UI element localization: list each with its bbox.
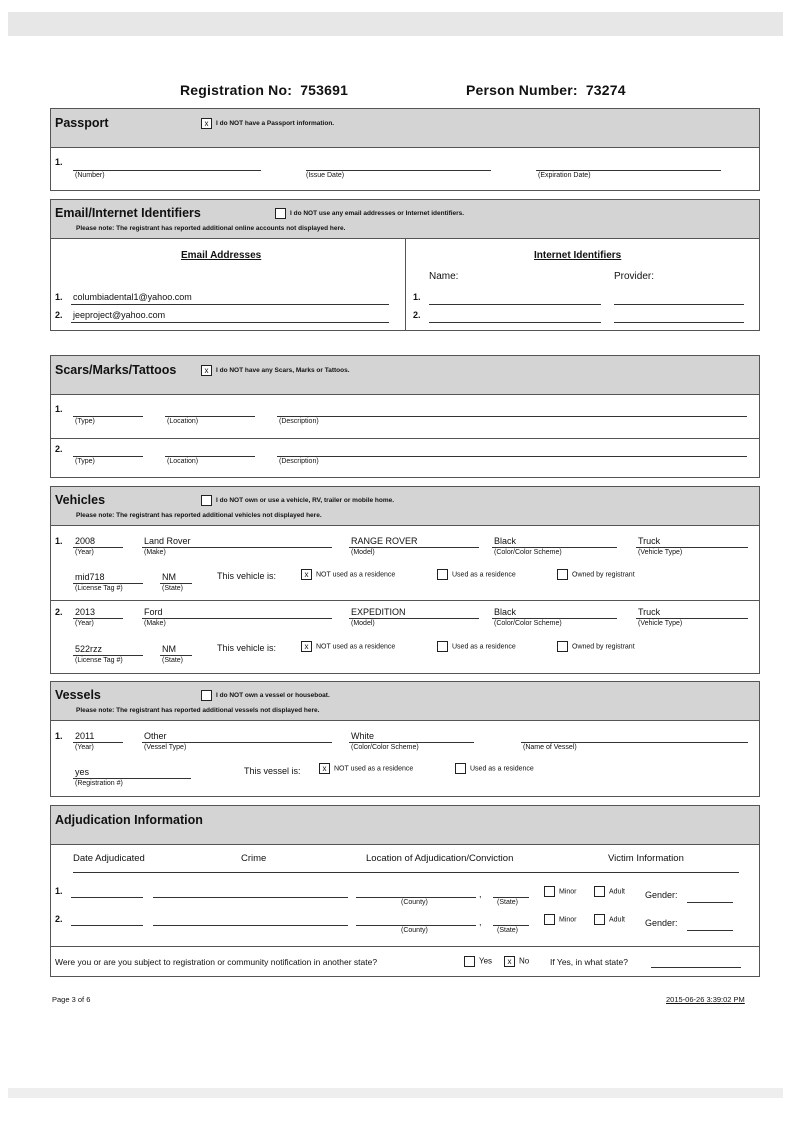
used-residence-option[interactable] <box>455 763 534 774</box>
checkbox[interactable]: x <box>319 763 330 774</box>
vehicle-make: Ford <box>144 607 163 617</box>
description-line <box>277 456 747 457</box>
field-label: (Registration #) <box>75 780 123 787</box>
no-option[interactable] <box>504 956 529 967</box>
field-label: (Expiration Date) <box>538 172 591 179</box>
field-label: (Model) <box>351 549 375 556</box>
field-label: (Model) <box>351 620 375 627</box>
section-title: Scars/Marks/Tattoos <box>55 363 177 377</box>
column-header: Location of Adjudication/Conviction <box>366 853 514 864</box>
field-line <box>73 547 123 548</box>
field-label: (Year) <box>75 620 94 627</box>
field-label: (Issue Date) <box>306 172 345 179</box>
email-line <box>71 322 389 323</box>
email-value: jeeproject@yahoo.com <box>73 310 166 320</box>
row-divider <box>51 600 759 601</box>
checkbox[interactable] <box>544 914 555 925</box>
license-tag: mid718 <box>75 572 105 582</box>
option-label: Used as a residence <box>452 571 516 579</box>
adjudication-header <box>51 806 759 845</box>
field-label: (Number) <box>75 172 105 179</box>
field-line <box>142 618 332 619</box>
checkbox[interactable] <box>437 641 448 652</box>
field-line <box>160 655 192 656</box>
field-line <box>73 778 191 779</box>
field-line <box>349 742 474 743</box>
section-title: Adjudication Information <box>55 813 203 827</box>
field-label: (State) <box>162 657 184 664</box>
field-line <box>687 902 733 903</box>
type-line <box>73 456 143 457</box>
field-line <box>492 547 617 548</box>
scars-section <box>50 355 760 478</box>
row-number: 1. <box>55 404 63 414</box>
field-label: (State) <box>162 585 184 592</box>
checkbox[interactable]: x <box>301 641 312 652</box>
field-line <box>493 925 529 926</box>
if-yes-label: If Yes, in what state? <box>550 957 628 967</box>
row-number: 1. <box>413 292 421 302</box>
field-line <box>687 930 733 931</box>
field-line <box>153 925 348 926</box>
name-label: Name: <box>429 271 459 282</box>
row-number: 1. <box>55 886 63 896</box>
field-label: (Location) <box>167 418 199 425</box>
field-line <box>356 897 476 898</box>
email-opt-out[interactable] <box>275 205 464 223</box>
row-divider <box>51 946 759 947</box>
adult-option[interactable] <box>594 914 625 925</box>
option-label: Used as a residence <box>470 765 534 773</box>
field-label: (Color/Color Scheme) <box>351 744 419 751</box>
not-residence-option[interactable] <box>301 569 395 580</box>
field-line <box>73 742 123 743</box>
field-label: (Year) <box>75 549 94 556</box>
option-label: NOT used as a residence <box>316 571 396 579</box>
vehicles-section <box>50 486 760 674</box>
identifier-provider-line <box>614 322 744 323</box>
option-label: Adult <box>609 888 625 896</box>
not-residence-option[interactable] <box>301 641 395 652</box>
vessels-section <box>50 681 760 797</box>
header-underline <box>73 872 739 873</box>
identifier-name-line <box>429 304 601 305</box>
this-vehicle-label: This vehicle is: <box>217 571 277 581</box>
field-line <box>356 925 476 926</box>
checkbox[interactable] <box>594 914 605 925</box>
owned-option[interactable] <box>557 569 635 580</box>
field-label: (Vehicle Type) <box>638 549 683 556</box>
expiration-date-line <box>536 170 721 171</box>
identifier-provider-line <box>614 304 744 305</box>
location-line <box>165 416 255 417</box>
passport-opt-out[interactable] <box>201 115 334 133</box>
field-label: (Vessel Type) <box>144 744 187 751</box>
field-label: (Type) <box>75 418 95 425</box>
comma: , <box>479 917 482 927</box>
checkbox[interactable] <box>464 956 475 967</box>
vessels-opt-out[interactable] <box>201 687 330 705</box>
vehicle-make: Land Rover <box>144 536 191 546</box>
identifier-name-line <box>429 322 601 323</box>
checkbox-label: I do NOT have any Scars, Marks or Tattoos. <box>216 367 350 375</box>
checkbox-label: I do NOT use any email addresses or Internet identifiers. <box>290 210 465 218</box>
field-line <box>160 583 192 584</box>
field-label: (Type) <box>75 458 95 465</box>
minor-option[interactable] <box>544 914 577 925</box>
field-label: (Name of Vessel) <box>523 744 577 751</box>
scan-bottom-band <box>8 1088 783 1098</box>
field-label: (State) <box>497 899 519 906</box>
option-label: Yes <box>479 956 493 966</box>
section-title: Vehicles <box>55 493 106 507</box>
not-residence-option[interactable] <box>319 763 413 774</box>
checkbox[interactable]: x <box>201 365 212 376</box>
field-line <box>73 618 123 619</box>
checkbox[interactable] <box>544 886 555 897</box>
location-line <box>165 456 255 457</box>
field-label: (Color/Color Scheme) <box>494 620 562 627</box>
option-label: Adult <box>609 916 625 924</box>
other-state-question: Were you or are you subject to registration or community notification in another state? <box>55 957 378 967</box>
vehicle-type: Truck <box>638 536 661 546</box>
section-note: Please note: The registrant has reported additional vehicles not displayed here. <box>76 512 322 519</box>
field-line <box>71 897 143 898</box>
registration-number <box>180 82 348 98</box>
description-line <box>277 416 747 417</box>
license-state: NM <box>162 644 176 654</box>
checkbox[interactable] <box>275 208 286 219</box>
gender-label: Gender: <box>645 890 678 900</box>
checkbox[interactable]: x <box>301 569 312 580</box>
field-label: (State) <box>497 927 519 934</box>
owned-option[interactable] <box>557 641 635 652</box>
field-line <box>71 925 143 926</box>
option-label: NOT used as a residence <box>316 643 396 651</box>
checkbox[interactable] <box>455 763 466 774</box>
section-title: Vessels <box>55 688 101 702</box>
field-label: (Color/Color Scheme) <box>494 549 562 556</box>
type-line <box>73 416 143 417</box>
vehicle-year: 2008 <box>75 536 96 546</box>
field-label: (Vehicle Type) <box>638 620 683 627</box>
used-residence-option[interactable] <box>437 641 516 652</box>
checkbox[interactable] <box>557 641 568 652</box>
field-label: (Location) <box>167 458 199 465</box>
field-line <box>493 897 529 898</box>
field-label: (Make) <box>144 620 166 627</box>
checkbox-label: I do NOT own a vessel or houseboat. <box>216 692 330 700</box>
checkbox[interactable] <box>201 690 212 701</box>
vehicle-type: Truck <box>638 607 661 617</box>
row-number: 1. <box>55 731 63 741</box>
field-label: (Year) <box>75 744 94 751</box>
field-line <box>636 547 748 548</box>
row-divider <box>51 438 759 439</box>
field-label: (License Tag #) <box>75 585 123 592</box>
email-value: columbiadental1@yahoo.com <box>73 292 192 302</box>
option-label: Owned by registrant <box>572 643 635 651</box>
yes-option[interactable] <box>464 956 492 967</box>
checkbox[interactable]: x <box>201 118 212 129</box>
vessels-header <box>51 682 759 721</box>
used-residence-option[interactable] <box>437 569 516 580</box>
vessel-type: Other <box>144 731 167 741</box>
field-line <box>153 897 348 898</box>
option-label: No <box>519 956 530 966</box>
field-label: (License Tag #) <box>75 657 123 664</box>
person-label: Person Number: <box>466 82 578 98</box>
vehicle-color: Black <box>494 607 517 617</box>
checkbox[interactable]: x <box>504 956 515 967</box>
vehicles-header <box>51 487 759 526</box>
adult-option[interactable] <box>594 886 625 897</box>
row-number: 2. <box>413 310 421 320</box>
vehicle-color: Black <box>494 536 517 546</box>
field-line <box>492 618 617 619</box>
section-note: Please note: The registrant has reported additional online accounts not displayed here. <box>76 225 346 232</box>
checkbox[interactable] <box>557 569 568 580</box>
option-label: NOT used as a residence <box>334 765 414 773</box>
checkbox[interactable] <box>437 569 448 580</box>
person-value: 73274 <box>585 82 626 98</box>
comma: , <box>479 889 482 899</box>
vehicle-model: EXPEDITION <box>351 607 406 617</box>
vessel-year: 2011 <box>75 731 95 741</box>
provider-label: Provider: <box>614 271 655 282</box>
registration-value: 753691 <box>300 82 349 98</box>
license-state: NM <box>162 572 176 582</box>
vehicle-year: 2013 <box>75 607 96 617</box>
row-number: 2. <box>55 607 63 617</box>
field-label: (County) <box>401 927 428 934</box>
vehicle-model: RANGE ROVER <box>351 536 418 546</box>
page-number: Page 3 of 6 <box>52 995 91 1004</box>
checkbox[interactable] <box>201 495 212 506</box>
option-label: Used as a residence <box>452 643 516 651</box>
row-number: 1. <box>55 157 63 167</box>
field-label: (Description) <box>279 418 319 425</box>
checkbox-label: I do NOT own or use a vehicle, RV, trailer or mobile home. <box>216 497 395 505</box>
row-number: 1. <box>55 292 63 302</box>
scars-opt-out[interactable] <box>201 362 350 380</box>
person-number <box>466 82 626 98</box>
email-header <box>51 200 759 239</box>
minor-option[interactable] <box>544 886 577 897</box>
vehicles-opt-out[interactable] <box>201 492 394 510</box>
number-line <box>73 170 261 171</box>
timestamp: 2015-06-26 3:39:02 PM <box>666 995 745 1004</box>
scars-header <box>51 356 759 395</box>
internet-identifiers-header: Internet Identifiers <box>534 250 622 261</box>
field-label: (County) <box>401 899 428 906</box>
column-header: Crime <box>241 853 267 864</box>
option-label: Owned by registrant <box>572 571 635 579</box>
scan-top-band <box>8 12 783 36</box>
field-label: (Description) <box>279 458 319 465</box>
column-header: Date Adjudicated <box>73 853 145 864</box>
license-tag: 522rzz <box>75 644 103 654</box>
field-line <box>142 547 332 548</box>
vessel-registration: yes <box>75 767 90 777</box>
email-section <box>50 199 760 331</box>
row-number: 2. <box>55 444 63 454</box>
row-number: 2. <box>55 310 63 320</box>
gender-label: Gender: <box>645 918 678 928</box>
field-line <box>651 967 741 968</box>
column-divider <box>405 238 406 330</box>
passport-header <box>51 109 759 148</box>
field-line <box>349 618 479 619</box>
this-vessel-label: This vessel is: <box>244 766 301 776</box>
issue-date-line <box>306 170 491 171</box>
field-line <box>521 742 748 743</box>
field-line <box>142 742 332 743</box>
this-vehicle-label: This vehicle is: <box>217 643 277 653</box>
passport-section <box>50 108 760 191</box>
registration-label: Registration No: <box>180 82 293 98</box>
email-addresses-header: Email Addresses <box>181 250 262 261</box>
option-label: Minor <box>559 916 577 924</box>
field-line <box>73 583 143 584</box>
row-number: 1. <box>55 536 63 546</box>
row-number: 2. <box>55 914 63 924</box>
section-title: Email/Internet Identifiers <box>55 206 201 220</box>
checkbox-label: I do NOT have a Passport information. <box>216 120 335 128</box>
checkbox[interactable] <box>594 886 605 897</box>
column-header: Victim Information <box>608 853 684 864</box>
section-title: Passport <box>55 116 109 130</box>
field-line <box>636 618 748 619</box>
option-label: Minor <box>559 888 577 896</box>
field-label: (Make) <box>144 549 166 556</box>
field-line <box>349 547 479 548</box>
section-note: Please note: The registrant has reported additional vessels not displayed here. <box>76 707 320 714</box>
vessel-color: White <box>351 731 375 741</box>
adjudication-section <box>50 805 760 977</box>
field-line <box>73 655 143 656</box>
email-line <box>71 304 389 305</box>
